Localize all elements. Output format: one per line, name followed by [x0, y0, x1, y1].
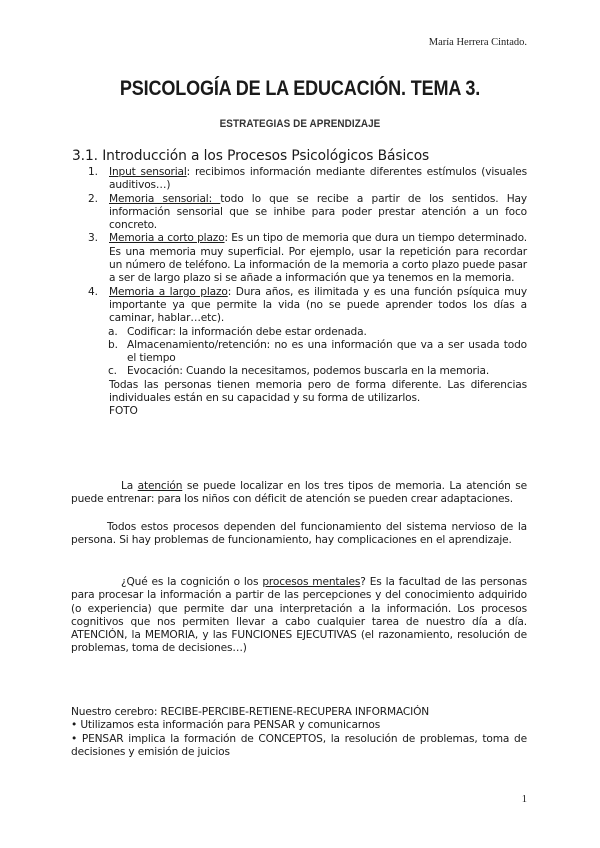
item-text: : Es un tipo de memoria que dura un tiempo determinado. Es una memoria muy superficial. Por ejemplo, usar la repetición para recordar un número de teléfono. La información de la memoria a corto plazo puede pasar a ser de largo plazo si se añade a información que ya tenemos en la memoria. — [109, 232, 527, 285]
term-procesos-mentales: procesos mentales — [262, 576, 361, 588]
term-memoria-sensorial: Memoria sensorial: — [109, 192, 221, 205]
sublist-item-almacenamiento — [71, 339, 527, 366]
term-input-sensorial: Input sensorial — [109, 166, 187, 178]
item-text: todo lo que se recibe a partir de los sentidos. Hay información sensorial que se inhibe para poder prestar atención a un foco concreto. — [109, 192, 527, 232]
memory-types-list — [71, 166, 527, 419]
term-memoria-corto-plazo: Memoria a corto plazo — [109, 232, 225, 245]
sublist-letter: a. — [108, 325, 118, 338]
item-text: : Dura años, es ilimitada y es una función psíquica muy importante ya que permite la vida (no se puede aprender todos los días a caminar, hablar…etc). — [109, 285, 527, 325]
list-item-memoria-largo-plazo — [71, 286, 527, 419]
list-item-memoria-sensorial — [71, 193, 527, 233]
item-text: : recibimos información mediante diferentes estímulos (visuales auditivos…) — [109, 166, 527, 192]
cerebro-bullet: • PENSAR implica la formación de CONCEPTOS, la resolución de problemas, toma de decisiones y emisión de juicios — [71, 732, 527, 758]
list-number: 3. — [88, 232, 98, 245]
sublist-item-codificar — [71, 326, 527, 339]
memory-note: Todas las personas tienen memoria pero de forma diferente. Las diferencias individuales están en su capacidad y su forma de utilizarlos. — [109, 378, 527, 405]
sublist-text: Almacenamiento/retención: no es una información que va a ser usada todo el tiempo — [127, 338, 527, 365]
sublist-letter: b. — [108, 338, 118, 351]
sublist-text: Codificar: la información debe estar ordenada. — [127, 325, 367, 338]
paragraph-atencion — [71, 480, 527, 507]
memory-list-block — [71, 166, 527, 419]
paragraph-cognicion — [71, 576, 527, 656]
cerebro-block — [71, 706, 527, 759]
cerebro-bullet: • Utilizamos esta información para PENSAR y comunicarnos — [71, 719, 381, 732]
text-span: ¿Qué es la cognición o los — [121, 576, 263, 588]
sublist-letter: c. — [108, 365, 117, 378]
foto-placeholder: FOTO — [109, 405, 138, 418]
list-number: 2. — [88, 192, 98, 205]
list-number: 1. — [88, 166, 98, 178]
sublist-text: Evocación: Cuando la necesitamos, podemos buscarla en la memoria. — [127, 365, 490, 378]
page-number: 1 — [521, 794, 527, 805]
header-author: María Herrera Cintado. — [428, 37, 527, 48]
text-span: ? Es la facultad de las personas para procesar la información a partir de las percepciones y del conocimiento adquirido (o experiencia) que permite dar una interpretación a la información. Los procesos cognitivos que nos permiten llevar a cabo cualquier tarea de nuestro día a día. ATENCIÓN, la MEMORIA, y las FUNCIONES EJECUTIVAS (el razonamiento, resolución de problemas, toma de decisiones…) — [71, 576, 527, 655]
text-span: se puede localizar en los tres tipos de memoria. La atención se puede entrenar: para los niños con déficit de atención se pueden crear adaptaciones. — [71, 480, 528, 506]
section-heading: 3.1. Introducción a los Procesos Psicológicos Básicos — [72, 148, 430, 164]
list-item-input-sensorial — [71, 166, 527, 193]
sublist-item-evocacion — [71, 365, 527, 378]
memoria-largo-plazo-sublist — [71, 326, 527, 379]
document-subtitle: ESTRATEGIAS DE APRENDIZAJE — [219, 118, 381, 130]
term-atencion: atención — [137, 480, 183, 492]
paragraph-procesos: Todos estos procesos dependen del funcionamiento del sistema nervioso de la persona. Si hay problemas de funcionamiento, hay complicaciones en el aprendizaje. — [71, 521, 527, 547]
term-memoria-largo-plazo: Memoria a largo plazo — [109, 285, 228, 298]
cerebro-heading: Nuestro cerebro: RECIBE-PERCIBE-RETIENE-RECUPERA INFORMACIÓN — [71, 706, 430, 718]
document-title: PSICOLOGÍA DE LA EDUCACIÓN. TEMA 3. — [119, 77, 481, 100]
list-number: 4. — [88, 285, 98, 298]
text-span: La — [121, 480, 138, 492]
list-item-memoria-corto-plazo — [71, 232, 527, 285]
